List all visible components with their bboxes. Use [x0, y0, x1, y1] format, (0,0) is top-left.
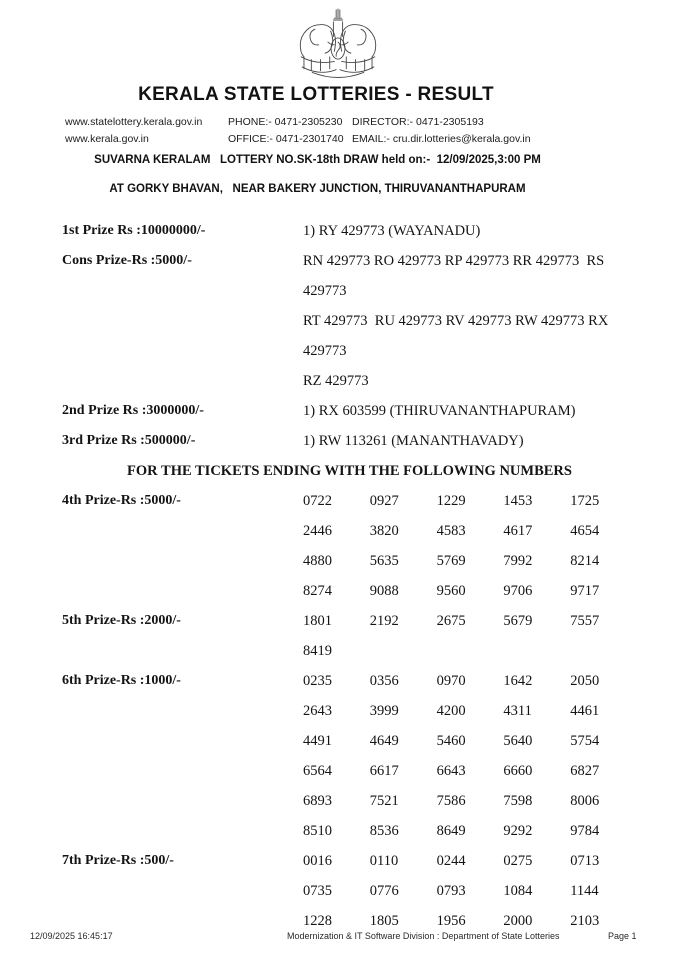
ticket-number: 9717 [570, 583, 600, 599]
ticket-number: 0927 [369, 493, 399, 509]
ticket-number: 1229 [436, 493, 466, 509]
ticket-number-grid [303, 846, 637, 936]
website-statelottery: www.statelottery.kerala.gov.in [65, 116, 203, 128]
cons-line: RT 429773 RU 429773 RV 429773 RW 429773 RX 429773 [303, 313, 612, 359]
ticket-number: 7521 [369, 793, 399, 809]
ticket-number: 6827 [570, 763, 600, 779]
website-kerala: www.kerala.gov.in [65, 133, 149, 145]
ticket-number: 6617 [369, 763, 399, 779]
ticket-number: 0016 [303, 853, 332, 869]
prize-label: 2nd Prize Rs :3000000/- [62, 403, 204, 418]
draw-info-line: SUVARNA KERALAM LOTTERY NO.SK-18th DRAW held on:- 12/09/2025,3:00 PM [94, 154, 541, 166]
ticket-number: 1228 [303, 913, 332, 929]
cons-line: RN 429773 RO 429773 RP 429773 RR 429773 RS 429773 [303, 253, 608, 299]
division-credit: Modernization & IT Software Division : Department of State Lotteries [287, 931, 560, 941]
ticket-number: 0970 [436, 673, 466, 689]
prize-label: 6th Prize-Rs :1000/- [62, 673, 181, 688]
phone-number: PHONE:- 0471-2305230 [228, 116, 343, 128]
ticket-number: 0793 [436, 883, 466, 899]
email-address: EMAIL:- cru.dir.lotteries@kerala.gov.in [352, 133, 531, 145]
ticket-number: 9292 [503, 823, 533, 839]
ticket-number: 0713 [570, 853, 600, 869]
ticket-number: 7598 [503, 793, 533, 809]
prize-block-cons [62, 246, 637, 396]
prize-block-7th [62, 846, 637, 936]
prize-label: Cons Prize-Rs :5000/- [62, 253, 192, 268]
ticket-number: 9784 [570, 823, 600, 839]
ticket-number: 9088 [369, 583, 399, 599]
prize-winner: 1) RY 429773 (WAYANADU) [303, 223, 481, 239]
ticket-number: 4461 [570, 703, 600, 719]
ticket-number: 6660 [503, 763, 533, 779]
ticket-number: 1801 [303, 613, 332, 629]
ticket-number: 2050 [570, 673, 600, 689]
ticket-number: 4880 [303, 553, 332, 569]
prize-label: 4th Prize-Rs :5000/- [62, 493, 181, 508]
print-timestamp: 12/09/2025 16:45:17 [30, 931, 113, 941]
ticket-number: 8006 [570, 793, 600, 809]
prize-label: 5th Prize-Rs :2000/- [62, 613, 181, 628]
ticket-number: 1805 [369, 913, 399, 929]
ticket-number: 1642 [503, 673, 533, 689]
ticket-number: 6643 [436, 763, 466, 779]
page-footer [0, 931, 675, 943]
ticket-number: 0235 [303, 673, 332, 689]
ticket-number: 4649 [369, 733, 399, 749]
ticket-number: 9706 [503, 583, 533, 599]
ticket-number: 3820 [369, 523, 399, 539]
ticket-number: 5679 [503, 613, 533, 629]
ticket-number: 7992 [503, 553, 533, 569]
ticket-number-grid [303, 666, 637, 846]
ticket-number: 1956 [436, 913, 466, 929]
ticket-number: 8536 [369, 823, 399, 839]
results-body [62, 216, 637, 936]
page-title: KERALA STATE LOTTERIES - RESULT [138, 84, 494, 105]
ticket-number: 2643 [303, 703, 332, 719]
ticket-number: 1084 [503, 883, 533, 899]
ticket-number: 2000 [503, 913, 533, 929]
prize-block-1st [62, 216, 637, 246]
ticket-number: 0110 [369, 853, 399, 869]
ticket-number: 7557 [570, 613, 600, 629]
ticket-number-grid [303, 486, 637, 606]
ticket-number: 8649 [436, 823, 466, 839]
ticket-number: 1725 [570, 493, 600, 509]
ticket-number: 5754 [570, 733, 600, 749]
ending-numbers-heading: FOR THE TICKETS ENDING WITH THE FOLLOWING NUMBERS [127, 463, 572, 479]
ticket-number: 5635 [369, 553, 399, 569]
ticket-number: 2675 [436, 613, 466, 629]
ticket-number: 4583 [436, 523, 466, 539]
ticket-number: 4617 [503, 523, 533, 539]
prize-winner: 1) RW 113261 (MANANTHAVADY) [303, 433, 524, 449]
prize-block-3rd [62, 426, 637, 456]
kerala-state-emblem-icon [292, 6, 384, 80]
ticket-number: 5460 [436, 733, 466, 749]
prize-block-2nd [62, 396, 637, 426]
ticket-number: 4491 [303, 733, 332, 749]
prize-winner: 1) RX 603599 (THIRUVANANTHAPURAM) [303, 403, 576, 419]
prize-block-4th [62, 486, 637, 606]
ticket-number: 7586 [436, 793, 466, 809]
cons-winner-lines [303, 246, 637, 396]
page-number: Page 1 [608, 931, 637, 941]
ticket-number: 2103 [570, 913, 600, 929]
prize-block-5th [62, 606, 637, 666]
ticket-number: 2192 [369, 613, 399, 629]
ticket-number: 8419 [303, 643, 332, 659]
office-phone: OFFICE:- 0471-2301740 [228, 133, 344, 145]
prize-label: 7th Prize-Rs :500/- [62, 853, 174, 868]
ticket-number: 0275 [503, 853, 533, 869]
ticket-number-grid [303, 606, 637, 666]
ticket-number: 0776 [369, 883, 399, 899]
ticket-number: 1453 [503, 493, 533, 509]
ticket-number: 4654 [570, 523, 600, 539]
ticket-number: 8214 [570, 553, 600, 569]
ticket-number: 6893 [303, 793, 332, 809]
venue-line: AT GORKY BHAVAN, NEAR BAKERY JUNCTION, THIRUVANANTHAPURAM [109, 183, 526, 195]
contact-block [65, 116, 545, 145]
ticket-number: 5640 [503, 733, 533, 749]
prize-block-6th [62, 666, 637, 846]
ticket-number: 6564 [303, 763, 332, 779]
ticket-number: 5769 [436, 553, 466, 569]
ticket-number: 8274 [303, 583, 332, 599]
ticket-number: 4311 [503, 703, 532, 719]
prize-label: 3rd Prize Rs :500000/- [62, 433, 196, 448]
ticket-number: 0356 [369, 673, 399, 689]
ticket-number: 9560 [436, 583, 466, 599]
director-phone: DIRECTOR:- 0471-2305193 [352, 116, 484, 128]
prize-label: 1st Prize Rs :10000000/- [62, 223, 206, 238]
ticket-number: 1144 [570, 883, 599, 899]
ticket-number: 0244 [436, 853, 466, 869]
ticket-number: 4200 [436, 703, 466, 719]
cons-line: RZ 429773 [303, 373, 369, 389]
ticket-number: 0722 [303, 493, 332, 509]
ticket-number: 8510 [303, 823, 332, 839]
ticket-number: 2446 [303, 523, 332, 539]
ticket-number: 3999 [369, 703, 399, 719]
ticket-number: 0735 [303, 883, 332, 899]
